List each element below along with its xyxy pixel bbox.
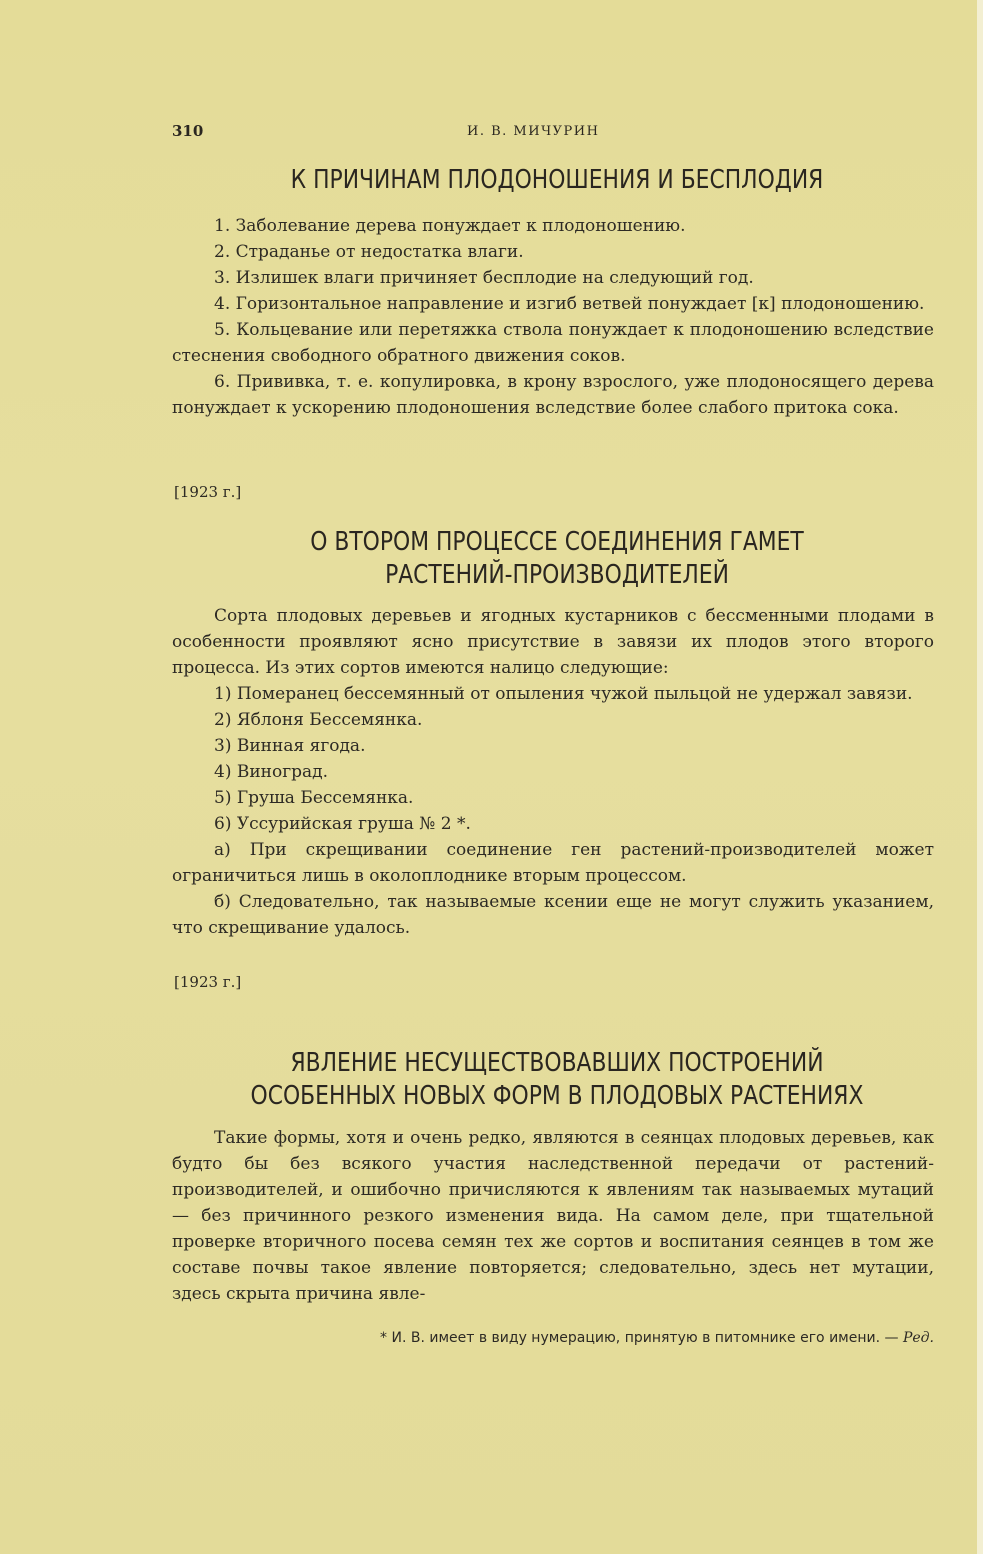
- article-2-paragraph: 1) Померанец бессемянный от опыления чужой пыльцой не удержал завязи.: [214, 684, 913, 704]
- article-1-title: К ПРИЧИНАМ ПЛОДОНОШЕНИЯ И БЕСПЛОДИЯ: [290, 165, 824, 195]
- article-2-body: [172, 603, 934, 941]
- footnote-text: * И. В. имеет в виду нумерацию, принятую в питомнике его имени. —: [380, 1330, 899, 1346]
- footnote: [172, 1330, 934, 1346]
- article-1-paragraph: 1. Заболевание дерева понуждает к плодоношению.: [214, 216, 686, 236]
- running-head-author: И. В. МИЧУРИН: [467, 124, 600, 139]
- article-1-paragraph: 3. Излишек влаги причиняет бесплодие на следующий год.: [214, 268, 754, 288]
- page-edge: [977, 0, 983, 1554]
- article-2-title-line-1: О ВТОРОМ ПРОЦЕССЕ СОЕДИНЕНИЯ ГАМЕТ: [310, 527, 804, 557]
- article-2-paragraph: 6) Уссурийская груша № 2 *.: [214, 814, 471, 834]
- article-1-body: [172, 213, 934, 421]
- article-1-paragraph: 2. Страданье от недостатка влаги.: [214, 242, 524, 262]
- article-2-title-line-2: РАСТЕНИЙ-ПРОИЗВОДИТЕЛЕЙ: [385, 560, 729, 590]
- article-2-paragraph: б) Следовательно, так называемые ксении еще не могут служить указанием, что скрещивание удалось.: [172, 892, 934, 938]
- article-2-paragraph: Сорта плодовых деревьев и ягодных кустарников с бессменными плодами в особенности проявляют ясно присутствие в завязи их плодов этого второго процесса. Из этих сортов имеются налицо следующие:: [172, 606, 934, 678]
- article-2-date: [1923 г.]: [174, 973, 242, 991]
- article-1-paragraph: 5. Кольцевание или перетяжка ствола понуждает к плодоношению вследствие стеснения свободного обратного движения соков.: [172, 320, 934, 366]
- article-2-paragraph: 5) Груша Бессемянка.: [214, 788, 414, 808]
- article-3-title-line-2: ОСОБЕННЫХ НОВЫХ ФОРМ В ПЛОДОВЫХ РАСТЕНИЯХ: [250, 1081, 864, 1111]
- article-2-paragraph: а) При скрещивании соединение ген растений-производителей может ограничиться лишь в околоплоднике вторым процессом.: [172, 840, 934, 886]
- article-2-paragraph: 3) Винная ягода.: [214, 736, 366, 756]
- running-head: [172, 122, 942, 142]
- article-3-body: [172, 1125, 934, 1307]
- article-2-paragraph: 2) Яблоня Бессемянка.: [214, 710, 423, 730]
- article-3-title-line-1: ЯВЛЕНИЕ НЕСУЩЕСТВОВАВШИХ ПОСТРОЕНИЙ: [290, 1048, 824, 1078]
- article-1-paragraph: 4. Горизонтальное направление и изгиб ветвей понуждает [к] плодоношению.: [214, 294, 925, 314]
- article-2-paragraph: 4) Виноград.: [214, 762, 329, 782]
- article-1-paragraph: 6. Прививка, т. е. копулировка, в крону взрослого, уже плодоносящего дерева понуждает к ускорению плодоношения вследствие более слабого притока сока.: [172, 372, 934, 418]
- article-1-date: [1923 г.]: [174, 483, 242, 501]
- page-number: 310: [172, 122, 204, 140]
- footnote-editor: Ред.: [902, 1330, 934, 1346]
- article-3-paragraph: Такие формы, хотя и очень редко, являются в сеянцах плодовых деревьев, как будто бы без всякого участия наследственной передачи от растений-производителей, и ошибочно причисляются к явлениям так называемых мутаций — без причинного резкого изменения вида. На самом деле, при тщательной проверке вторичного посева семян тех же сортов и воспитания сеянцев в том же составе почвы такое явление повторяется; следовательно, здесь нет мутации, здесь скрыта причина явле-: [172, 1128, 934, 1304]
